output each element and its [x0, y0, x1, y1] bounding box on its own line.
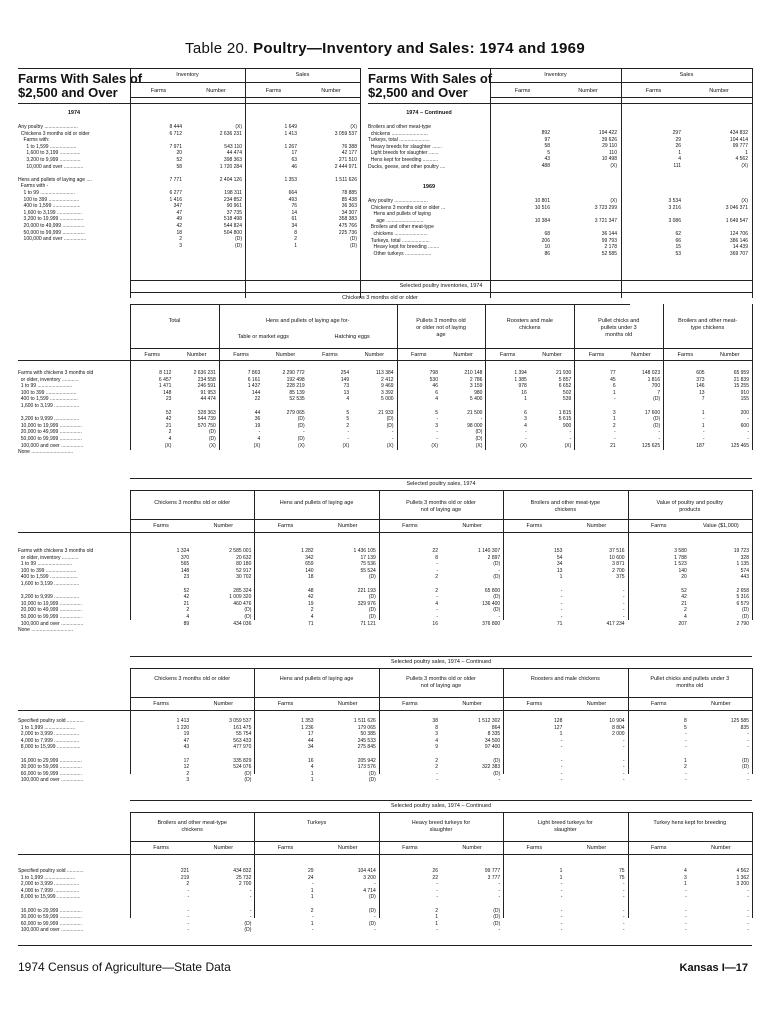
sec1-col-head: Number: [364, 352, 385, 358]
tr-col-number-2: Number: [709, 88, 729, 94]
sec4-col-head: Number: [586, 845, 607, 851]
sec4-col-head: Number: [462, 845, 482, 851]
sec1-col-head: Farms: [322, 352, 338, 358]
sec3-col-head: Farms: [526, 701, 543, 707]
tr-d3: 3 534 3 216 3 086 62 66 15 53: [668, 198, 681, 257]
sec1-data-col: 148 023 1 816 700 7 (D) 17 600 (D) (D) - - 125 625: [642, 370, 661, 449]
sec2-group-head: Broilers and other meat-type chickens: [530, 500, 601, 513]
tl-col-farms-2: Farms: [265, 88, 282, 94]
sec1-data-col: 210 148 2 786 3 159 980 5 400 21 500 - 98 000 (D) (D) (X): [464, 370, 483, 449]
sec3-data-col: 8 5 - - - 1 2 - -: [684, 718, 687, 784]
sec3-data-col: 38 8 3 4 9 2 2 - -: [432, 718, 438, 784]
sec3-data-col: 1 353 1 236 17 44 34 16 4 1 1: [301, 718, 314, 784]
sec1-col-head: Number: [542, 352, 562, 358]
sec2-group-head: Value of poultry and poultry products: [656, 500, 724, 513]
sec1-group-head: Roosters and male chickens: [506, 318, 553, 331]
sec2-col-head: Farms: [277, 523, 294, 529]
sec1-col-head: Number: [186, 352, 207, 358]
sec1-group-head: Broilers and other meat- type chickens: [678, 318, 738, 331]
sec4-col-head: Farms: [402, 845, 418, 851]
tr-col-number-1: Number: [578, 88, 598, 94]
sec2-col-head: Number: [337, 523, 358, 529]
table-title: [0, 40, 770, 57]
tr-year2: 1969: [422, 184, 436, 190]
sec2-data-col: 19 723 328 1 135 574 443 2 658 5 316 6 579 (D) (D) 2 790: [733, 548, 749, 627]
sec2-col-head: Farms: [153, 523, 169, 529]
sec2-col-head: Farms: [402, 523, 418, 529]
sec1-col-head: Number: [631, 352, 651, 358]
sec3-group-head: Roosters and male chickens: [530, 676, 600, 682]
sec1-data-col: 2 636 231 234 558 246 591 91 953 44 474 328 363 544 739 570 750 (D) (D) (X): [193, 370, 216, 449]
sec2-data-col: 22 8 - - 2 2 - 4 - - 16: [432, 548, 438, 627]
sec1-data-col: 7 863 6 161 1 437 144 22 44 36 19 - 4 (X): [247, 370, 261, 449]
sec3-col-head: Farms: [153, 701, 169, 707]
sec1-label: Selected poultry inventories, 1974: [399, 283, 483, 289]
sec3-col-head: Number: [337, 701, 358, 707]
tl-col-number-2: Number: [321, 88, 341, 94]
sec1-col-head: Number: [453, 352, 473, 358]
sec3-col-head: Number: [213, 701, 234, 707]
sec4-data-col: 29 24 - 1 1 2 - 1 -: [308, 868, 314, 934]
tr-stub2: Any poultry ........................ Chickens 3 months old or older ... Hens and pullets of laying age ........................... Broilers and other meat-type chickens ........................ Turkeys, total .................... Heavy kept for breeding ........ Other turkeys ...................: [368, 198, 446, 257]
sec2-group-head: Pullets 3 months old or older not of laying age: [406, 500, 476, 513]
tl-col3: 1 649 1 413 1 267 17 63 46 1 353 664 493 76 14 61 34 8 2 1: [284, 124, 297, 249]
tr-d2: (X) 3 723 299 3 721 347 36 144 99 793 2 178 52 585: [594, 198, 617, 257]
tl-inventory-head: Inventory: [176, 72, 199, 78]
sec2-col-head: Number: [213, 523, 234, 529]
sec2-data-col: 2 585 001 20 632 80 180 52 917 30 702 285 324 1 009 320 460 476 (D) (D) 434 036: [229, 548, 252, 627]
sec4-group-head: Broilers and other meat-type chickens: [157, 820, 227, 833]
sec1-data-col: 77 45 6 1 - 3 1 2 - - 21: [610, 370, 616, 449]
sec2-label: Selected poultry sales, 1974: [406, 481, 476, 487]
sec3-col-head: Farms: [650, 701, 667, 707]
sec2-col-head: Farms: [526, 523, 543, 529]
tl-col-number-1: Number: [206, 88, 226, 94]
sec4-data-col: 434 832 25 732 2 700 - - - - (D) (D): [233, 868, 252, 934]
sec4-data-col: 99 777 3 777 - - - (D) (D) (D) -: [484, 868, 501, 934]
table-number: Table 20.: [185, 40, 249, 57]
sec4-col-head: Number: [711, 845, 731, 851]
sec4-col-head: Farms: [277, 845, 294, 851]
tr-col3: 297 29 26 1 4 111: [672, 130, 681, 169]
tr-d1: 10 801 10 516 10 384 68 206 10 86: [534, 198, 550, 257]
sec3-col-head: Number: [711, 701, 731, 707]
sec4-data-col: 4 562 1 362 3 200 - - - - - -: [736, 868, 749, 934]
sec3-data-col: 125 585 835 - - - (D) (D) - -: [730, 718, 749, 784]
sec4-col-head: Farms: [650, 845, 667, 851]
sec3-group-head: Chickens 3 months old or older: [154, 676, 231, 682]
sec1-group-head: Hens and pullets of laying age for-: [265, 318, 350, 324]
sec1-subgroup-head: Hatching eggs: [334, 334, 370, 340]
sec3-data-col: 1 511 626 179 065 50 385 245 533 275 845 205 942 173 576 (D) (D): [353, 718, 376, 784]
tl-stub: Any poultry ........................ Chickens 3 months old or older Farms with: 1 to 1,599 ................... 1,600 to 3,199 ............... 3,200 to 9,999 ............... 10,000 and over .............. Hens and pullets of laying age .... Farms with - 1 to 99 ......................... 100 to 399 ...................... 400 to 1,599 .................... 1,600 to 3,199 .................. 3,200 to 19,999 ................. 20,000 to 49,999 ................ 50,000 to 99,999 ................ 100,000 and over ................: [18, 124, 92, 243]
sec3-stub: Specified poultry sold ............ 1 to 1,999 ...................... 2,000 to 3,999 .................. 4,000 to 7,999 .................. 8,000 to 15,999 ................. 16,000 to 29,999 ................ 30,000 to 59,999 ................ 60,000 to 99,999 ................ 100,000 and over ................: [18, 718, 84, 784]
sec2-data-col: 153 54 34 13 1 - - - - - 71: [554, 548, 563, 627]
sec4-data-col: 4 3 1 - - - - - -: [684, 868, 687, 934]
sec2-col-head: Number: [462, 523, 482, 529]
tl-col2: (X) 2 636 231 543 110 44 474 398 363 1 720 284 2 404 126 198 311 234 852 90 961 37 735 518 498 544 824 504 800 (D) (D): [219, 124, 242, 249]
sec2-data-col: 37 516 10 600 3 871 2 700 375 - - - - - 417 234: [606, 548, 625, 627]
sec1-data-col: 8 112 6 457 1 471 148 23 52 42 21 2 4 (X): [158, 370, 172, 449]
footer-source: 1974 Census of Agriculture—State Data: [18, 960, 231, 974]
sec2-col-head: Farms: [650, 523, 667, 529]
sec4-data-col: 26 22 - - - 2 1 1 -: [432, 868, 438, 934]
sec2-data-col: 1 436 105 17 139 75 536 55 524 (D) 221 193 (D) 329 976 (D) (D) 71 121: [353, 548, 376, 627]
tr-col2: 194 422 39 626 29 110 110 10 498 (X): [598, 130, 617, 169]
sec1-col-head: Number: [275, 352, 296, 358]
sec2-col-head: Number: [586, 523, 607, 529]
tr-col1: 892 97 58 5 43 488: [541, 130, 550, 169]
sec1-group-head: Pullets 3 months old or older not of laying age: [416, 318, 466, 338]
sec1-subgroup-head: Table or market eggs: [237, 334, 289, 340]
table-main-title: Poultry—Inventory and Sales: 1974 and 1969: [253, 40, 585, 57]
sec1-data-col: 605 373 146 13 7 1 - 1 - - 187: [696, 370, 705, 449]
tr-col-farms-2: Farms: [645, 88, 662, 94]
sec2-data-col: 3 580 1 788 1 523 140 20 52 42 21 2 4 207: [674, 548, 687, 627]
sec1-data-col: 254 149 73 13 4 5 5 2 - - (X): [340, 370, 350, 449]
sec1-data-col: 21 930 5 857 6 652 502 539 1 815 5 615 900 - - (X): [555, 370, 572, 449]
tl-col4: (X) 3 059 537 76 388 42 177 271 510 2 444 971 1 511 626 78 885 85 438 36 363 34 307 358 383 475 766 225 736 (D) (D): [334, 124, 357, 249]
sec3-data-col: 128 127 1 - - - - - -: [554, 718, 563, 784]
sec3-group-head: Pullet chicks and pullets under 3 months old: [650, 676, 730, 689]
sec1-group-head: Pullet chicks and pullets under 3 months old: [598, 318, 640, 338]
sec4-col-head: Number: [213, 845, 234, 851]
tr-col4: 434 832 104 414 99 777 1 4 562 (X): [729, 130, 748, 169]
sec3-data-col: 3 059 537 161 475 55 754 563 433 477 970 335 829 524 076 (D) (D): [229, 718, 252, 784]
sec4-col-head: Farms: [153, 845, 169, 851]
sec2-data-col: 1 282 342 659 140 18 48 42 19 2 4 71: [301, 548, 314, 627]
sec2-data-col: 1 324 370 565 148 23 52 42 21 2 4 89: [176, 548, 190, 627]
sec1-col-head: Farms: [499, 352, 516, 358]
sec1-data-col: 2 290 772 192 498 228 219 85 139 52 535 279 065 (D) (D) - (D) (X): [282, 370, 305, 449]
sec1-data-col: 798 530 46 6 4 5 - 3 - - (X): [429, 370, 438, 449]
sec4-group-head: Turkey hens kept for breeding: [653, 820, 727, 826]
sec3-col-head: Farms: [402, 701, 418, 707]
tr-col-farms-1: Farms: [514, 88, 531, 94]
sec4-data-col: 221 219 2 - - - - - -: [180, 868, 190, 934]
sec1-data-col: 65 959 21 839 15 255 910 155 200 - 600 - - 125 465: [730, 370, 749, 449]
sec4-col-head: Farms: [526, 845, 543, 851]
sec3-data-col: 1 512 302 864 8 335 34 500 97 400 (D) 322 383 (D) -: [477, 718, 501, 784]
tr-d4: (X) 3 046 371 1 649 547 124 706 386 146 14 439 369 707: [725, 198, 748, 257]
sec4-label: Selected poultry sales, 1974 – Continued: [390, 803, 492, 809]
tl-year: 1974: [67, 110, 81, 116]
tl-col-farms-1: Farms: [150, 88, 167, 94]
sec1-stub: Farms with chickens 3 months old or older, inventory ............ 1 to 99 ......................... 100 to 399 ...................... 400 to 1,599 .................... 1,600 to 3,199 .................. 3,200 to 9,999 .................. 10,000 to 19,999 ................ 20,000 to 49,999 ................ 50,000 to 99,999 ................ 100,000 and over ................ None ..............................: [18, 370, 94, 456]
tr-heading: Farms With Sales of $2,500 and Over: [368, 71, 493, 100]
sec1-col-head: Farms: [233, 352, 249, 358]
sec1-col-head: Farms: [410, 352, 427, 358]
sec4-group-head: Heavy breed turkeys for slaughter: [411, 820, 471, 833]
sec1-group-head: Total: [168, 318, 181, 324]
tl-col1: 8 444 6 712 7 971 20 52 58 7 771 6 277 1 416 347 47 49 42 18 2 3: [169, 124, 182, 249]
sec1-col-head: Farms: [144, 352, 160, 358]
sec3-data-col: 1 413 1 220 19 47 43 17 12 2 3: [176, 718, 190, 784]
sec1-data-col: 113 384 2 412 9 469 3 392 5 000 21 933 (D) (D) - - (X): [375, 370, 394, 449]
footer-page-id: Kansas I—17: [679, 962, 748, 974]
sec3-label: Selected poultry sales, 1974 – Continued: [390, 659, 492, 665]
sec2-group-head: Chickens 3 months old or older: [154, 500, 231, 506]
sec1-col-head: Farms: [677, 352, 694, 358]
sec3-col-head: Farms: [277, 701, 294, 707]
sec1-col-head: Number: [719, 352, 740, 358]
sec1-col-head: Farms: [588, 352, 605, 358]
sec4-data-col: 104 414 3 200 - 4 714 (D) (D) - (D) -: [357, 868, 376, 934]
sec4-group-head: Light breed turkeys for slaughter: [538, 820, 593, 833]
sec1-data-col: 1 394 1 385 978 16 1 6 3 4 - - (X): [514, 370, 527, 449]
sec3-group-head: Hens and pullets of laying age: [279, 676, 354, 682]
sec4-stub: Specified poultry sold ............ 1 to 1,999 ...................... 2,000 to 3,999 .................. 4,000 to 7,999 .................. 8,000 to 15,999 ................. 16,000 to 29,999 ................ 30,000 to 59,999 ................ 60,000 to 99,999 ................ 100,000 and over ................: [18, 868, 84, 934]
sec2-group-head: Hens and pullets of laying age: [279, 500, 354, 506]
sec4-data-col: 75 75 - - - - - - -: [619, 868, 625, 934]
sec3-col-head: Number: [586, 701, 607, 707]
tr-sales-head: Sales: [679, 72, 694, 78]
sec3-data-col: 10 904 8 804 2 000 - - - - - -: [609, 718, 625, 784]
tr-cont-label: 1974 – Continued: [406, 110, 452, 116]
sec3-group-head: Pullets 3 months old or older not of laying age: [406, 676, 476, 689]
sec2-data-col: 1 140 307 2 897 (D) - (D) 65 800 (D) 136 400 (D) - 376 800: [477, 548, 501, 627]
sec2-col-head: Value ($1,000): [703, 523, 739, 529]
sec4-col-head: Number: [337, 845, 358, 851]
tl-sales-head: Sales: [295, 72, 310, 78]
sec4-data-col: 1 1 - - - - - - -: [559, 868, 563, 934]
sec4-group-head: Turkeys: [306, 820, 327, 826]
tr-stub: Broilers and other meat-type chickens .......................... Turkeys, total ...................... Heavy breeds for slaughter ....... Light breeds for slaughter ....... Hens kept for breeding ........... Ducks, geese, and other poultry ....: [368, 124, 446, 170]
sec1-sub: Chickens 3 months old or older: [342, 295, 418, 301]
tl-heading: Farms With Sales of $2,500 and Over: [18, 71, 143, 100]
tr-inventory-head: Inventory: [544, 72, 567, 78]
sec3-col-head: Number: [462, 701, 482, 707]
sec2-stub: Farms with chickens 3 months old or older, inventory ............ 1 to 99 ......................... 100 to 399 ...................... 400 to 1,599 .................... 1,600 to 3,199 .................. 3,200 to 9,999 .................. 10,000 to 19,999 ................ 20,000 to 49,999 ................ 50,000 to 99,999 ................ 100,000 and over ................ None ..............................: [18, 548, 94, 634]
